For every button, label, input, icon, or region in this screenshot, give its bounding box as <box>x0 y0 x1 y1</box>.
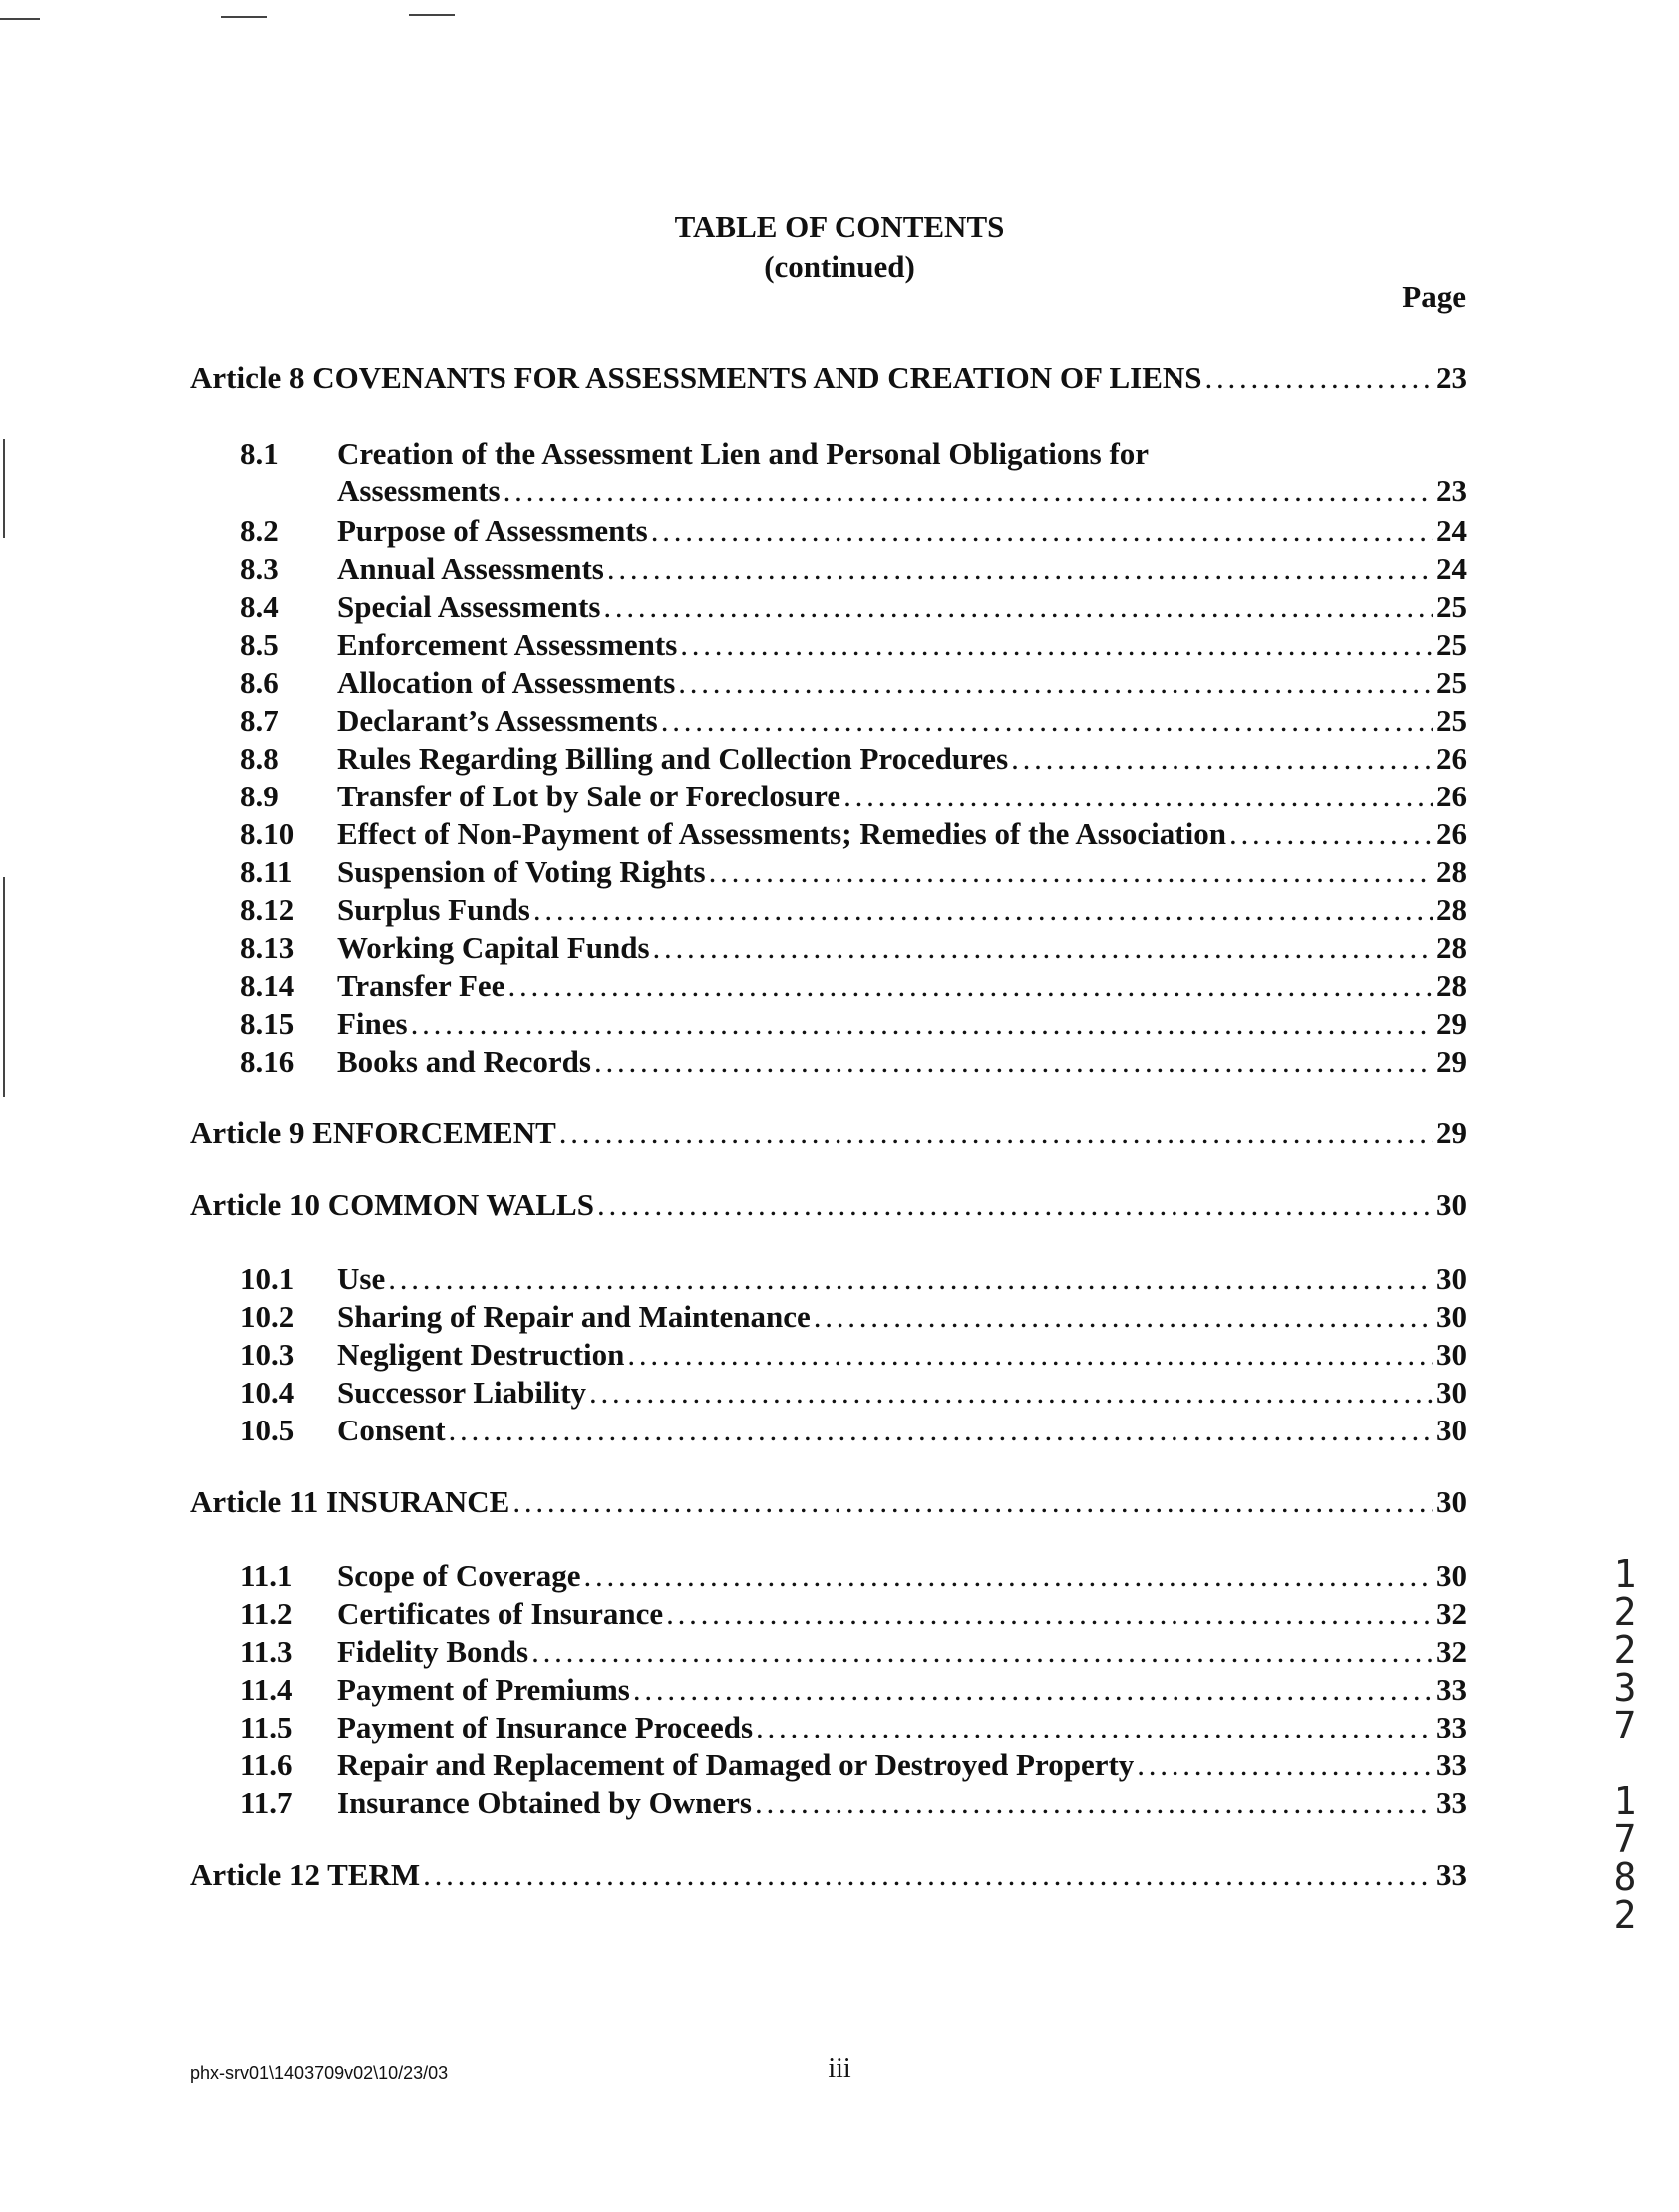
toc-article[interactable]: Article 10 COMMON WALLS . . . 30 <box>190 1186 1467 1224</box>
toc-article[interactable]: Article 11 INSURANCE . . . 30 <box>190 1483 1467 1521</box>
scan-mark <box>409 14 455 16</box>
scan-mark <box>3 877 5 1097</box>
scan-mark <box>0 18 40 20</box>
toc-article[interactable]: Article 9 ENFORCEMENT . . . 29 <box>190 1114 1467 1152</box>
scan-mark <box>221 16 267 18</box>
margin-stamp: 1 2 2 3 7 1 7 8 2 <box>1613 1552 1637 1937</box>
toc-section[interactable]: 8.1 Creation of the Assessment Lien and Personal Obligations for Assessments . . . 23 <box>190 435 1467 510</box>
scan-mark <box>3 439 5 538</box>
title-line2: (continued) <box>764 249 915 284</box>
page-column-header: Page <box>1402 279 1466 314</box>
page-title <box>0 207 1679 287</box>
title-line1: TABLE OF CONTENTS <box>674 209 1005 244</box>
toc-article[interactable]: Article 12 TERM . . . 33 <box>190 1856 1467 1894</box>
page-number: iii <box>828 2054 851 2084</box>
document-id: phx-srv01\1403709v02\10/23/03 <box>190 2063 449 2083</box>
toc-article[interactable]: Article 8 COVENANTS FOR ASSESSMENTS AND CREATION OF LIENS . . . 23 <box>190 359 1467 397</box>
